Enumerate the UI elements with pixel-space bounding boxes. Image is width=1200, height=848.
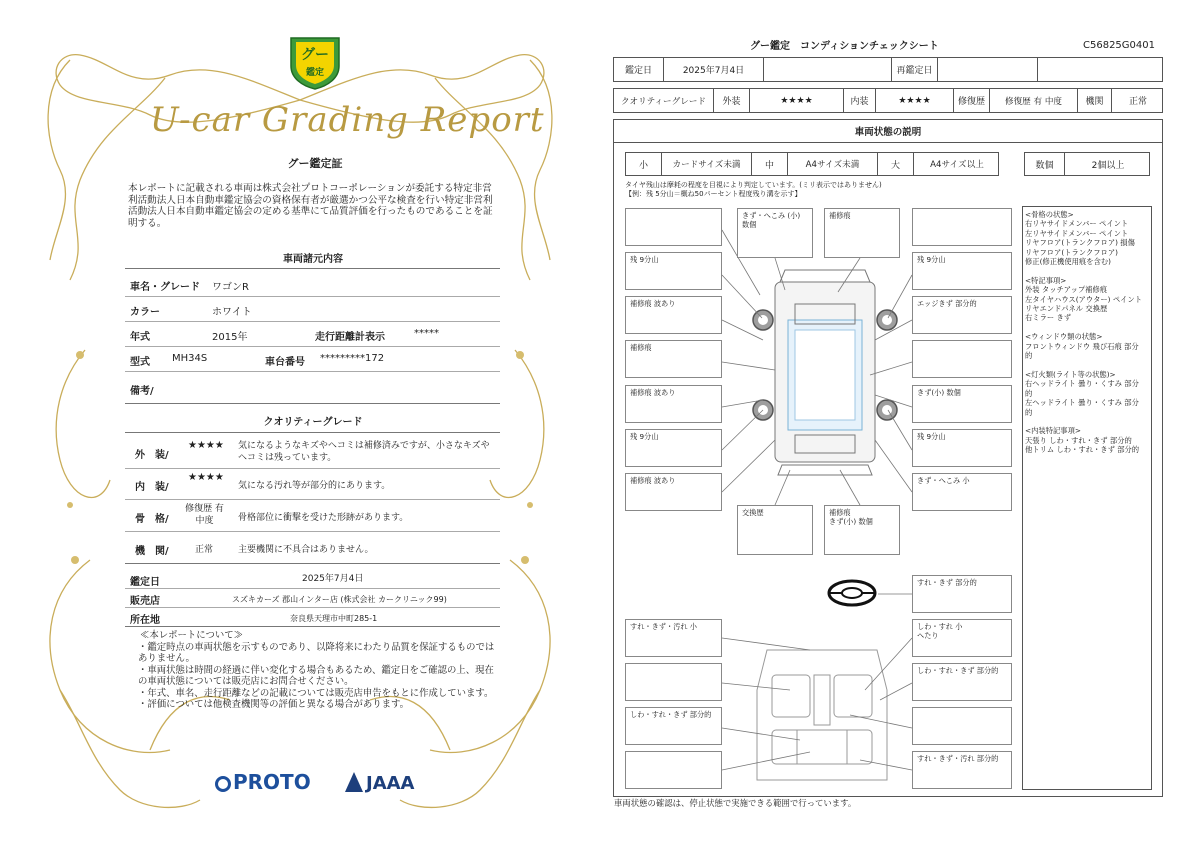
divider	[125, 531, 500, 532]
quality-title: クオリティーグレード	[263, 417, 363, 428]
annotation-box: エッジきず 部分的	[912, 296, 1012, 334]
side-note-line: <骨格の状態>	[1025, 210, 1074, 219]
divider	[125, 499, 500, 500]
side-note-line	[1025, 361, 1145, 370]
note-item: ・評価については他検査機関等の評価と異なる場合があります。	[138, 699, 409, 710]
annotation-box: 残 9分山	[625, 429, 722, 467]
date-value: 2025年7月4日	[664, 58, 764, 81]
repair-label: 修復歴	[954, 89, 990, 112]
note-item: ・鑑定時点の車両状態を示すものであり、以降将来にわたり品質を保証するものではありません。	[138, 641, 495, 664]
annotation-box: すれ・きず 部分的	[912, 575, 1012, 613]
side-note-line: リヤエンドパネル 交換歴	[1025, 304, 1108, 314]
condition-check-sheet	[600, 0, 1200, 848]
frame-desc: 骨格部位に衝撃を受けた形跡があります。	[238, 513, 409, 523]
interior-grade: ★★★★	[188, 472, 224, 483]
shop-value: スズキカーズ 郡山インター店 (株式会社 カークリニック99)	[232, 595, 447, 604]
count-label: 数個	[1025, 153, 1065, 175]
goo-kantei-badge	[288, 32, 342, 90]
annotation-box: きず・へこみ (小) 数個	[737, 208, 813, 258]
divider	[125, 626, 500, 627]
exterior-grade: ★★★★	[188, 440, 224, 451]
annotation-box	[625, 663, 722, 701]
side-note-line: フロントウィンドウ 飛び石痕 部分的	[1025, 341, 1139, 361]
engine-desc: 主要機関に不具合はありません。	[238, 545, 374, 555]
tire-note-1: タイヤ残山は摩耗の程度を目視により判定しています。(ミリ表示ではありません)	[625, 181, 882, 189]
chassis-value: *********172	[320, 353, 385, 364]
size-small-desc: カードサイズ未満	[662, 153, 752, 175]
remarks-label: 備考/	[130, 386, 154, 397]
notes-title: ≪本レポートについて≫	[140, 630, 243, 641]
annotation-box: しわ・すれ 小 へたり	[912, 619, 1012, 657]
annotation-box: 補修痕	[824, 208, 900, 258]
side-note-line: <特記事項>	[1025, 275, 1067, 285]
int-value: ★★★★	[876, 89, 954, 112]
report-notes	[138, 630, 498, 711]
divider	[125, 321, 500, 322]
specs-title: 車両諸元内容	[283, 254, 343, 265]
address-label: 所在地	[130, 615, 160, 626]
side-note-line: リヤフロア(トランクフロア)	[1025, 247, 1118, 257]
model-value: MH34S	[172, 353, 208, 364]
side-note-line: 左タイヤハウス(アウター) ペイント	[1025, 294, 1143, 304]
jaaa-logo-text: JAAA	[366, 773, 415, 794]
side-note-line: 右ミラー きず	[1025, 313, 1072, 323]
note-item: ・年式、車名、走行距離などの記載については販売店申告をもとに作成しています。	[138, 687, 494, 699]
year-value: 2015年	[212, 332, 248, 343]
annotation-box: 補修痕 きず(小) 数個	[824, 505, 900, 555]
side-note-line: 他トリム しわ・すれ・きず 部分的	[1025, 445, 1140, 455]
ext-value: ★★★★	[750, 89, 844, 112]
divider	[125, 403, 500, 404]
shop-label: 販売店	[130, 596, 160, 607]
annotation-box: 残 9分山	[912, 429, 1012, 467]
annotation-box: 交換歴	[737, 505, 813, 555]
exterior-desc: 気になるようなキズやヘコミは補修済みですが、小さなキズやヘコミは残っています。	[238, 441, 490, 463]
size-large: 大	[878, 153, 914, 175]
side-note-line	[1025, 417, 1145, 426]
divider	[125, 268, 500, 269]
date-value: 2025年7月4日	[302, 574, 364, 584]
count-desc: 2個以上	[1091, 160, 1125, 171]
cert-body: 本レポートに記載される車両は株式会社プロトコーポレーションが委託する特定非営利活動法人日本自動車鑑定協会の資格保有者が厳選かつ公平な検査を行い特定非営利活動法人日本自動車鑑定協会の定める基準にて品質評価を行ったものであることを証明する。	[128, 183, 493, 229]
annotation-box	[625, 751, 722, 789]
annotation-box: 補修痕 波あり	[625, 296, 722, 334]
footer-note: 車両状態の確認は、停止状態で実施できる範囲で行っています。	[614, 798, 857, 808]
side-note-line: 左ヘッドライト 曇り・くすみ 部分的	[1025, 398, 1139, 417]
annotation-box	[912, 340, 1012, 378]
side-note-line: <内装特記事項>	[1025, 426, 1082, 436]
side-note-line: 天張り しわ・すれ・きず 部分的	[1025, 435, 1132, 445]
side-note-line: 左リヤサイドメンバー ペイント	[1025, 228, 1129, 238]
proto-logo-text: PROTO	[233, 770, 311, 794]
int-label: 内装	[844, 89, 876, 112]
engine-value: 正常	[1128, 97, 1147, 107]
divider	[125, 563, 500, 564]
date-label: 鑑定日	[130, 577, 160, 588]
color-label: カラー	[130, 307, 160, 318]
ext-label: 外装	[714, 89, 750, 112]
size-medium: 中	[752, 153, 788, 175]
annotation-box: すれ・きず・汚れ 小	[625, 619, 722, 657]
chassis-label: 車台番号	[265, 357, 305, 368]
mileage-value: *****	[414, 328, 439, 339]
divider	[125, 371, 500, 372]
color-value: ホワイト	[212, 307, 252, 318]
divider	[125, 346, 500, 347]
car-name-label: 車名・グレード	[130, 282, 200, 293]
annotation-box: 残 9分山	[625, 252, 722, 290]
annotation-box	[912, 208, 1012, 246]
annotation-box: きず・へこみ 小	[912, 473, 1012, 511]
side-note-line	[1025, 323, 1145, 332]
car-name-value: ワゴンR	[212, 282, 249, 293]
report-title: U-car Grading Report	[150, 100, 545, 140]
cert-title: グー鑑定証	[287, 157, 343, 170]
side-note-line: 右ヘッドライト 曇り・くすみ 部分的	[1025, 379, 1139, 398]
annotation-box	[625, 208, 722, 246]
size-medium-desc: A4サイズ未満	[788, 153, 878, 175]
annotation-box: 補修痕	[625, 340, 722, 378]
engine-label: 機 関/	[135, 546, 169, 557]
section-title: 車両状態の説明	[613, 119, 1163, 143]
badge-top-text: グー	[301, 47, 329, 63]
size-small: 小	[626, 153, 662, 175]
annotation-box: 残 9分山	[912, 252, 1012, 290]
annotation-box: 補修痕 波あり	[625, 473, 722, 511]
engine-grade: 正常	[195, 545, 214, 555]
grade-label: クオリティーグレード	[614, 89, 714, 112]
note-item: ・車両状態は時間の経過に伴い変化する場合もあるため、鑑定日をご確認の上、現在の車両状態については販売店にお問合せください。	[138, 664, 494, 687]
exterior-label: 外 装/	[135, 450, 169, 461]
jaaa-logo	[345, 772, 415, 794]
side-note-line: リヤフロア(トランクフロア) 損傷	[1025, 238, 1135, 248]
annotation-box: しわ・すれ・きず 部分的	[912, 663, 1012, 701]
side-note-line: 外装 タッチアップ補修痕	[1025, 285, 1108, 295]
divider	[125, 468, 500, 469]
address-value: 奈良県天理市中町285-1	[290, 614, 378, 623]
divider	[125, 607, 500, 608]
divider	[125, 588, 500, 589]
divider	[125, 296, 500, 297]
model-label: 型式	[130, 357, 150, 368]
redate-label: 再鑑定日	[892, 58, 938, 81]
frame-label: 骨 格/	[135, 514, 169, 525]
frame-grade: 修復歴 有 中度	[185, 504, 224, 526]
side-note-line: 修正(修正機使用痕を含む)	[1025, 257, 1111, 267]
proto-logo	[215, 770, 311, 794]
divider	[125, 432, 500, 433]
tire-note-2: 【例：残 5分山＝概ね50パーセント程度残り溝を示す】	[625, 190, 802, 198]
mileage-label: 走行距離計表示	[315, 332, 385, 343]
annotation-box: しわ・すれ・きず 部分的	[625, 707, 722, 745]
annotation-box: きず(小) 数個	[912, 385, 1012, 423]
side-note-line: <灯火類(ライト等の状態)>	[1025, 369, 1116, 379]
proto-mark-icon	[215, 776, 231, 792]
sheet-id: C56825G0401	[1083, 40, 1155, 51]
side-note-line: 右リヤサイドメンバー ペイント	[1025, 219, 1129, 229]
annotation-box	[912, 707, 1012, 745]
badge-bottom-text: 鑑定	[305, 68, 324, 78]
side-note-line: <ウィンドウ類の状態>	[1025, 332, 1103, 342]
annotation-box: すれ・きず・汚れ 部分的	[912, 751, 1012, 789]
jaaa-mark-icon	[345, 772, 363, 792]
side-notes	[1025, 210, 1145, 455]
interior-desc: 気になる汚れ等が部分的にあります。	[238, 481, 391, 491]
side-note-line	[1025, 266, 1145, 275]
repair-value: 修復歴 有 中度	[990, 89, 1078, 112]
sheet-title: グー鑑定 コンディションチェックシート	[750, 41, 939, 52]
engine-label: 機関	[1078, 89, 1112, 112]
year-label: 年式	[130, 332, 150, 343]
size-large-desc: A4サイズ以上	[930, 160, 984, 170]
date-label: 鑑定日	[614, 58, 664, 81]
interior-label: 内 装/	[135, 482, 169, 493]
annotation-box: 補修痕 波あり	[625, 385, 722, 423]
